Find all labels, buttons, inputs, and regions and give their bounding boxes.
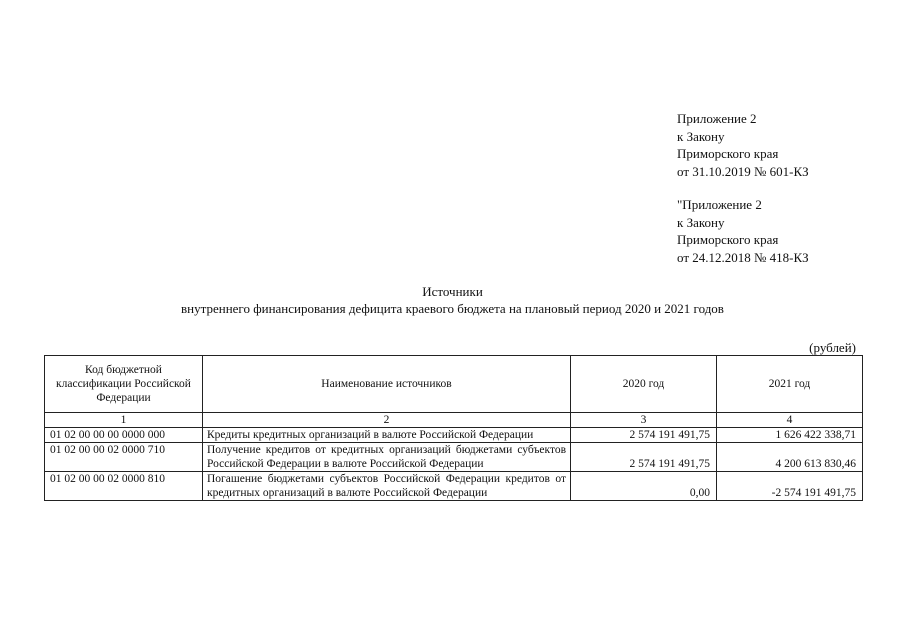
row-value-2021: 1 626 422 338,71: [717, 428, 863, 443]
appendix-reference-current: [677, 110, 809, 180]
units-label: (рублей): [809, 340, 856, 355]
row-code: 01 02 00 00 02 0000 810: [45, 472, 203, 501]
table-row: [45, 428, 863, 443]
financing-sources-table: [44, 355, 863, 501]
row-name: Погашение бюджетами субъектов Российской Федерации кредитов от кредитных организаций в валюте Российской Федерации: [203, 472, 571, 501]
appendix-line: от 31.10.2019 № 601-КЗ: [677, 163, 809, 179]
column-number-row: [45, 413, 863, 428]
table-header-row: [45, 356, 863, 413]
header-2021: 2021 год: [717, 356, 863, 413]
row-code: 01 02 00 00 00 0000 000: [45, 428, 203, 443]
table-row: [45, 472, 863, 501]
column-number: 3: [571, 413, 717, 428]
appendix-line: "Приложение 2: [677, 197, 762, 212]
column-number: 1: [45, 413, 203, 428]
appendix-line: Приморского края: [677, 232, 779, 247]
appendix-line: к Закону: [677, 128, 725, 144]
document-title: Источники: [422, 284, 483, 299]
row-value-2020: 0,00: [571, 472, 717, 501]
header-2020: 2020 год: [571, 356, 717, 413]
row-name: Кредиты кредитных организаций в валюте Российской Федерации: [203, 428, 571, 443]
row-value-2021: 4 200 613 830,46: [717, 443, 863, 472]
column-number: 2: [203, 413, 571, 428]
table-row: [45, 443, 863, 472]
header-code: Код бюджетной классификации Российской Федерации: [45, 356, 203, 413]
appendix-line: от 24.12.2018 № 418-КЗ: [677, 249, 809, 265]
row-name: Получение кредитов от кредитных организаций бюджетами субъектов Российской Федерации в валюте Российской Федерации: [203, 443, 571, 472]
row-value-2020: 2 574 191 491,75: [571, 428, 717, 443]
appendix-line: Приморского края: [677, 146, 779, 161]
appendix-line: Приложение 2: [677, 111, 757, 126]
row-value-2020: 2 574 191 491,75: [571, 443, 717, 472]
appendix-reference-original: [677, 196, 809, 266]
document-subtitle: внутреннего финансирования дефицита краевого бюджета на плановый период 2020 и 2021 годов: [181, 301, 724, 316]
row-code: 01 02 00 00 02 0000 710: [45, 443, 203, 472]
column-number: 4: [717, 413, 863, 428]
appendix-line: к Закону: [677, 214, 725, 230]
header-name: Наименование источников: [203, 356, 571, 413]
row-value-2021: -2 574 191 491,75: [717, 472, 863, 501]
